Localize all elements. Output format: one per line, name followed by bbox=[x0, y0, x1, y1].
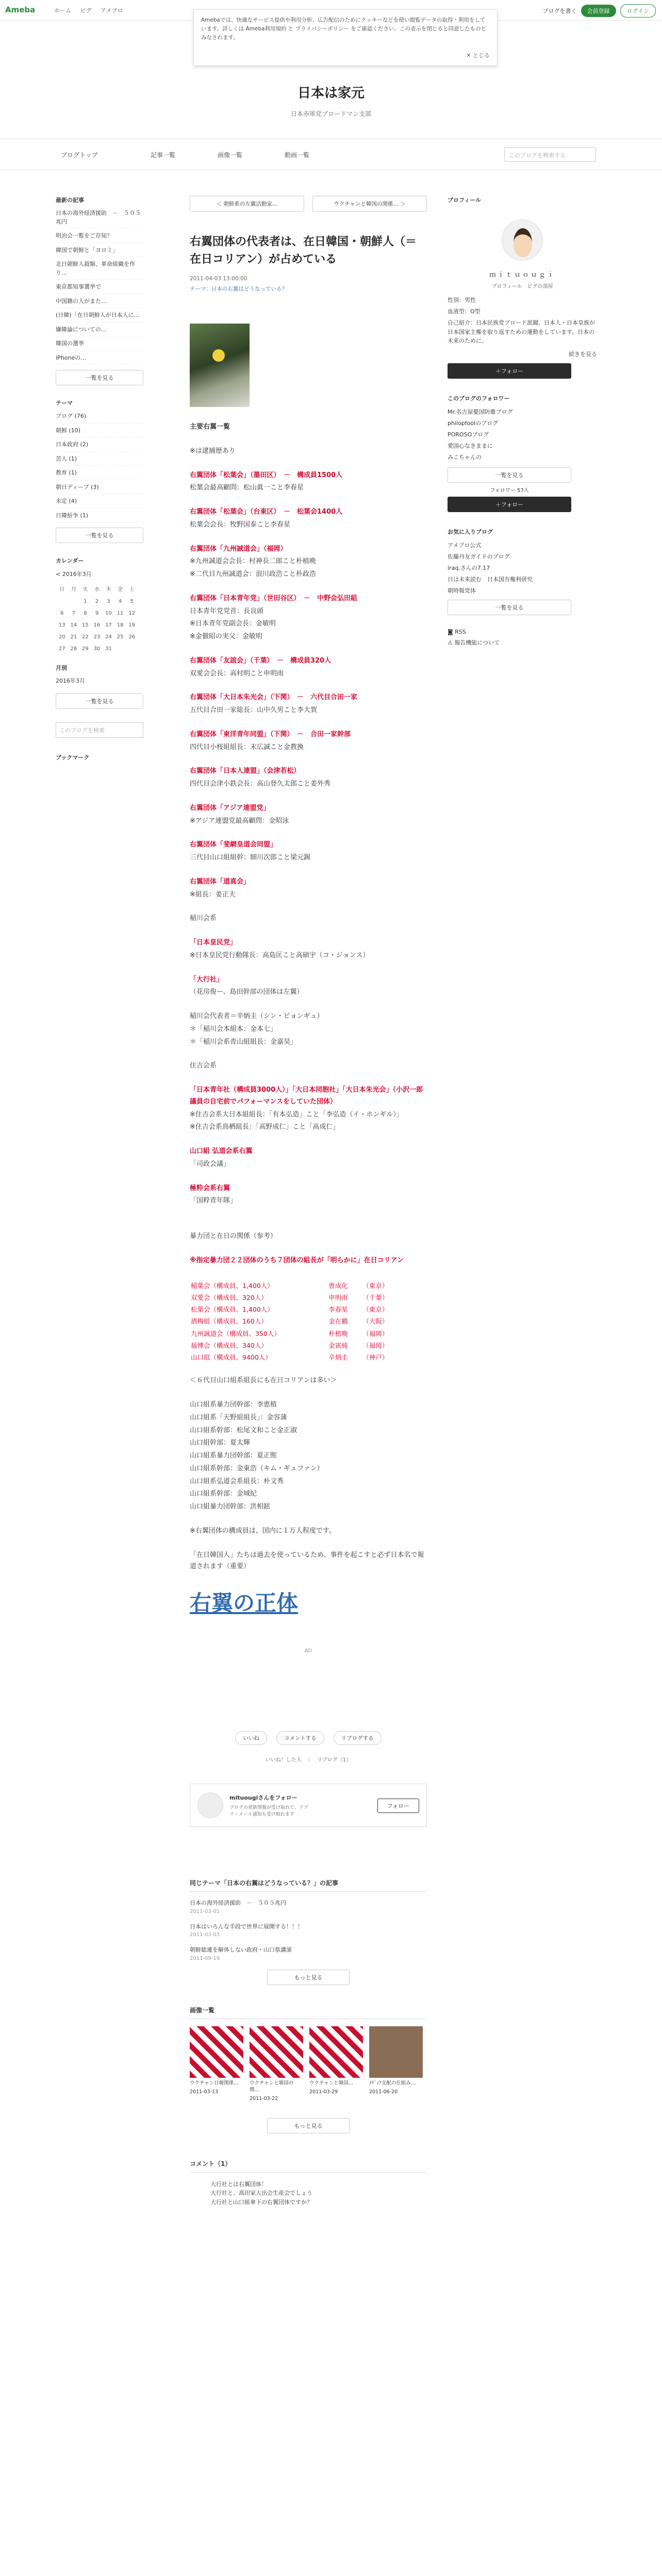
body-text: （花房俊ー、島田幹部の団体は左翼） bbox=[190, 988, 304, 996]
signup-button[interactable]: 会員登録 bbox=[581, 5, 616, 17]
calendar-day: 8 bbox=[84, 611, 87, 616]
group-leader: ※九州誠道会会長：村神長二郎こと朴植晩 bbox=[190, 557, 316, 566]
theme-heading: テーマ bbox=[56, 400, 73, 406]
body-text: ※は逮捕歴あり bbox=[190, 447, 236, 455]
related-title[interactable]: 朝鮮総連を解体しない政府・山口県講演 bbox=[190, 1946, 292, 1954]
group-leader: 三代目山口組組幹：細川次郎こと梁元錫 bbox=[190, 854, 311, 862]
profile-heading: プロフィール bbox=[448, 197, 481, 204]
calendar-day bbox=[126, 643, 137, 654]
body-text: 山口組系「天野組組長」：金容蒲 bbox=[190, 1413, 287, 1421]
table-cell: 福博会（構成員、340人） bbox=[191, 1341, 268, 1349]
body-text: ※住吉会系大日本組組長：「有本弘造」こと「李弘造（イ・ホンギル）」 bbox=[190, 1110, 403, 1118]
recent-item[interactable]: 東京都知事選挙で bbox=[56, 283, 143, 294]
body-text: 山口組幹部：夏太輝 bbox=[190, 1439, 251, 1447]
nav-image-list[interactable]: 画像一覧 bbox=[218, 151, 243, 159]
top-nav-ameblo[interactable]: アメブロ bbox=[101, 7, 123, 14]
theme-item[interactable]: 朝日ディーブ (3) bbox=[56, 483, 143, 495]
body-text: ＊「稲川会系青山組組長：金嘉昊」 bbox=[190, 1038, 297, 1046]
profile-bio: 血液型：O型 bbox=[448, 308, 481, 315]
entry-link[interactable]: 右翼の正体 bbox=[190, 1590, 299, 1616]
calendar-day: 1 bbox=[84, 599, 87, 604]
body-text: 稲川会系 bbox=[190, 914, 217, 923]
follower-blog[interactable]: philopfoolのブログ bbox=[448, 419, 499, 427]
group-name: 右翼団体「大日本朱光会」（下関） － 六代目合田一家 bbox=[190, 693, 358, 702]
cookie-notice bbox=[193, 9, 498, 66]
thumb-caption: ウクチャンと韓国… bbox=[309, 2080, 354, 2086]
body-text: ＜６代目山口組系組長にも在日コリアンは多い＞ bbox=[190, 1377, 337, 1385]
thumb-date: 2011-06-20 bbox=[369, 2089, 398, 2095]
related-date: 2011-03-01 bbox=[190, 1908, 220, 1914]
nav-blog-top[interactable]: ブログトップ bbox=[61, 151, 98, 159]
reblog-button[interactable]: リブログする bbox=[334, 1731, 382, 1745]
group-leader: 五代目合田一家総長：山中久男こと李大賀 bbox=[190, 706, 318, 715]
comment-item bbox=[190, 2180, 427, 2207]
author-avatar[interactable] bbox=[197, 1792, 223, 1818]
calendar-day-header: 木 bbox=[106, 587, 111, 592]
recent-item[interactable]: 中国籍の人がまた… bbox=[56, 297, 143, 309]
recent-item[interactable]: 北日朝鮮人殺類、革命組織を作り… bbox=[56, 260, 143, 280]
group-leader: ※アジア連盟党最高顧問：金昭泳 bbox=[190, 817, 289, 825]
entry-date: 2011-04-03 13:00:00 bbox=[190, 276, 247, 282]
top-nav bbox=[54, 6, 130, 14]
calendar-day: 21 bbox=[70, 634, 77, 640]
warning-icon: ⚠ bbox=[448, 639, 455, 646]
favorite-blog[interactable]: iraq.さんの7.17 bbox=[448, 564, 490, 571]
recent-more-button[interactable]: 一覧を見る bbox=[56, 370, 143, 385]
body-text: ※住吉会系鳥栖組長：「高野成仁」こと「高成仁」 bbox=[190, 1123, 340, 1131]
theme-item[interactable]: 教育 (1) bbox=[56, 469, 143, 480]
table-cell: 辛炳圭 bbox=[328, 1353, 348, 1362]
table-cell: 曺成化 bbox=[328, 1281, 348, 1290]
body-text: 山口組系幹部：金城紀 bbox=[190, 1490, 257, 1498]
body-text: ＊「稲川会本組本：金本七」 bbox=[190, 1025, 277, 1033]
body-text: 山口組暴力団幹部：洪相鉉 bbox=[190, 1503, 271, 1511]
calendar-heading: カレンダー bbox=[56, 557, 84, 564]
related-item[interactable] bbox=[190, 1923, 427, 1939]
calendar-day: 16 bbox=[93, 622, 101, 628]
calendar-day: 15 bbox=[82, 622, 89, 628]
calendar-day: 20 bbox=[58, 634, 65, 640]
body-text: 山口組系暴力団幹部：李恵植 bbox=[190, 1401, 277, 1409]
blog-search-input[interactable]: このブログを検索する bbox=[504, 147, 596, 162]
calendar-day: 25 bbox=[117, 634, 124, 640]
calendar-day: 18 bbox=[117, 622, 124, 628]
group-name: 右翼団体「アジア連盟党」 bbox=[190, 804, 270, 812]
group-name: 「日本皇民党」 bbox=[190, 939, 237, 947]
thumb-caption: ウクチャン日韓関係… bbox=[190, 2080, 239, 2086]
related-title[interactable]: 日本はいろんな手段で世界に展開する！！！ bbox=[190, 1923, 303, 1930]
group-name: 山口組 弘道会系右翼 bbox=[190, 1147, 253, 1156]
group-name: 右翼団体「東洋青年同盟」（下関） － 合田一家幹部 bbox=[190, 730, 351, 738]
recent-item[interactable]: 韓国の選挙 bbox=[56, 340, 143, 351]
calendar-day: 23 bbox=[93, 634, 101, 640]
group-leader: 日本青年党党首：長良頭 bbox=[190, 607, 264, 615]
archive-item[interactable]: 2016年3月 bbox=[56, 677, 143, 688]
thumb-image[interactable] bbox=[369, 2026, 423, 2078]
image-thumb[interactable] bbox=[190, 2026, 243, 2103]
body-text: 稲川会代表者＝辛炳圭（シン・ビョンギュ） bbox=[190, 1012, 324, 1021]
body-highlight: ※指定暴力団２２団体のうち７団体の組長が「明らかに」在日コリアン bbox=[190, 1256, 404, 1264]
theme-item[interactable]: ブログ (76) bbox=[56, 412, 143, 423]
table-cell: 九州誠道会（構成員、350人） bbox=[191, 1329, 280, 1337]
recent-heading: 最新の記事 bbox=[56, 197, 84, 204]
leader-table bbox=[190, 1279, 406, 1364]
related-title[interactable]: 日本の海外経済援助 － ５０５兆円 bbox=[190, 1900, 286, 1907]
login-button[interactable]: ログイン bbox=[620, 4, 656, 18]
group-name: 右翼団体「道真会」 bbox=[190, 877, 251, 886]
cookie-text: Amebaでは、快適なサービス提供や利用分析、広告配信のためにクッキーなどを使い閲覧データの取得・利用をしています。詳しくは Ameba利用規約 と プライバシーポリシー をご確認ください。この表示を閉じると同意したものとみなされます。 bbox=[201, 17, 486, 41]
calendar-day-header: 火 bbox=[82, 587, 88, 592]
table-cell: （東京） bbox=[362, 1281, 389, 1290]
body-text: 山口組系弘道会系組長：朴文秀 bbox=[190, 1477, 284, 1485]
favorites-heading: お気に入りブログ bbox=[448, 528, 493, 535]
recent-item[interactable]: (日韓)「在日朝鮮人が日本人に… bbox=[56, 311, 143, 323]
thumb-date: 2011-03-29 bbox=[309, 2089, 338, 2095]
share-buttons bbox=[190, 1731, 427, 1745]
ameba-logo[interactable]: Ameba bbox=[5, 5, 36, 14]
profile-name[interactable]: ｍｉｔｕｏｕｇｉ bbox=[489, 271, 555, 279]
profile-links[interactable]: プロフィール ピグの部屋 bbox=[491, 284, 553, 290]
calendar-day: 31 bbox=[105, 646, 112, 652]
calendar-day: 29 bbox=[82, 646, 89, 652]
table-row bbox=[191, 1316, 405, 1327]
blog-nav bbox=[0, 139, 662, 170]
comment-text: 大行社と山口組傘下の右翼団体ですか？ bbox=[210, 2198, 312, 2206]
group-leader: 四代目小桜組組長：末広誠こと金教換 bbox=[190, 743, 304, 751]
table-row bbox=[191, 1292, 405, 1303]
calendar-day: 19 bbox=[128, 622, 136, 628]
group-name: 右翼団体「友誼会」（千葉） － 構成員320人 bbox=[190, 656, 332, 665]
group-name: 右翼団体「斐網皇道会同盟」 bbox=[190, 841, 277, 849]
theme-item[interactable]: 日本政府 (2) bbox=[56, 440, 143, 452]
body-text: 「在日韓国人」たちは過去を使っているため、事件を起こすと必ず日本名で報道されます（重要） bbox=[190, 1551, 424, 1571]
top-actions bbox=[543, 4, 656, 18]
related-more-button[interactable]: もっと見る bbox=[267, 1970, 350, 1985]
favorite-blog[interactable]: 朝時報党体 bbox=[448, 587, 476, 594]
related-date: 2011-09-19 bbox=[190, 1955, 220, 1961]
table-cell: （大阪） bbox=[362, 1317, 389, 1326]
group-name: 右翼団体「松葉会」（台東区） － 松葉会1400人 bbox=[190, 508, 343, 516]
group-leader: ※二代目九州誠道会：浪川政浩こと朴政浩 bbox=[190, 570, 316, 579]
images-more-button[interactable]: もっと見る bbox=[267, 2118, 350, 2133]
calendar-day: 14 bbox=[70, 622, 77, 628]
calendar-day-header: 日 bbox=[59, 587, 65, 592]
calendar-day: 3 bbox=[107, 599, 110, 604]
left-sidebar bbox=[56, 196, 143, 767]
table-cell: 山口組（構成員、9400人） bbox=[191, 1353, 272, 1362]
table-row bbox=[191, 1304, 405, 1315]
calendar-month[interactable]: < 2016年3月 bbox=[56, 571, 92, 578]
calendar-day-header: 土 bbox=[129, 587, 135, 592]
calendar-day: 11 bbox=[117, 611, 124, 616]
comment-button[interactable]: コメントする bbox=[276, 1731, 324, 1745]
table-cell: （神戸） bbox=[362, 1353, 389, 1362]
calendar-day: 10 bbox=[105, 611, 112, 616]
thumb-caption: ﾒﾃﾞｨｱ支配の仕組み… bbox=[369, 2080, 416, 2086]
image-thumbs bbox=[190, 2026, 427, 2103]
theme-item[interactable]: 朝鮮 (10) bbox=[56, 427, 143, 438]
follower-blog[interactable]: みこちゃんの bbox=[448, 453, 482, 461]
related-date: 2011-03-03 bbox=[190, 1932, 220, 1938]
table-row bbox=[191, 1340, 405, 1351]
calendar bbox=[56, 581, 138, 655]
nav-video-list[interactable]: 動画一覧 bbox=[285, 151, 310, 159]
body-text: 「司政会議」 bbox=[190, 1160, 230, 1168]
body-text: 山口組系幹部：松尾文和こと金正淑 bbox=[190, 1426, 297, 1434]
calendar-day bbox=[69, 596, 79, 607]
calendar-day: 26 bbox=[128, 634, 136, 640]
recent-item[interactable]: 明治会一覧をご存知？ bbox=[56, 232, 143, 243]
body-text: 主要右翼一覧 bbox=[190, 423, 230, 431]
favorites-more-button[interactable]: 一覧を見る bbox=[448, 600, 571, 615]
recent-item[interactable]: 日本の海外経済援助 － ５０５兆円 bbox=[56, 209, 143, 229]
comment-title: 大行社とは右翼団体！ bbox=[210, 2180, 267, 2188]
table-cell: 稲葉会（構成員、1,400人） bbox=[191, 1281, 274, 1290]
like-button[interactable]: いいね bbox=[235, 1731, 267, 1745]
profile-bio: 性別：男性 bbox=[448, 297, 476, 303]
calendar-day: 13 bbox=[58, 622, 65, 628]
cookie-close-button[interactable]: ✕ とじる bbox=[466, 52, 490, 59]
rss-label[interactable]: RSS bbox=[455, 628, 466, 635]
favorite-blog[interactable]: 日は未来読む 日本国有権利研究 bbox=[448, 575, 533, 583]
group-name: 極粋会系右翼 bbox=[190, 1184, 230, 1192]
thumb-image[interactable] bbox=[190, 2026, 243, 2078]
related-item[interactable] bbox=[190, 1946, 427, 1962]
comments-heading: コメント（1） bbox=[190, 2159, 427, 2173]
top-nav-home[interactable]: ホーム bbox=[54, 7, 71, 14]
profile-avatar[interactable] bbox=[502, 219, 543, 261]
body-text: 「国粋青年隊」 bbox=[190, 1197, 237, 1205]
entry-photo[interactable] bbox=[190, 324, 250, 407]
group-leader: ※組長：姜正夫 bbox=[190, 890, 236, 899]
calendar-day: 4 bbox=[118, 599, 122, 604]
related-item[interactable] bbox=[190, 1899, 427, 1916]
group-name: 「大行社」 bbox=[190, 975, 224, 984]
follower-blog[interactable]: POROSOブログ bbox=[448, 431, 489, 438]
recent-item[interactable]: 嫌韓論についての… bbox=[56, 326, 143, 337]
favorite-blog[interactable]: 佐藤丹友ガイドのブログ bbox=[448, 553, 510, 560]
thumb-image[interactable] bbox=[250, 2026, 303, 2078]
write-blog-link[interactable]: ブログを書く bbox=[542, 8, 577, 14]
table-cell: 双愛会（構成員、320人） bbox=[191, 1293, 268, 1301]
archive-more-button[interactable]: 一覧を見る bbox=[56, 693, 143, 709]
body-text: ※右翼団体の構成員は、国内に１万人程度です。 bbox=[190, 1527, 336, 1535]
rss-icon: ◙ bbox=[448, 628, 455, 635]
thumb-image[interactable] bbox=[309, 2026, 363, 2078]
profile-more-link[interactable]: 続きを見る bbox=[569, 350, 597, 358]
calendar-day: 7 bbox=[72, 611, 76, 616]
top-nav-pig[interactable]: ピグ bbox=[80, 7, 92, 14]
group-name: 右翼団体「松葉会」（墨田区） － 構成員1500人 bbox=[190, 471, 343, 479]
calendar-day: 2 bbox=[95, 599, 99, 604]
favorite-blog[interactable]: アメブロ公式 bbox=[448, 541, 482, 549]
entry-theme-link[interactable]: テーマ：日本の右翼はどうなっている？ bbox=[190, 286, 287, 293]
table-row bbox=[191, 1328, 405, 1339]
calendar-day: 22 bbox=[82, 634, 89, 640]
followers-follow-button[interactable]: ＋フォロー bbox=[448, 497, 571, 512]
archive-heading: 月別 bbox=[56, 665, 67, 671]
calendar-day-header: 水 bbox=[94, 587, 100, 592]
table-cell: 金寅純 bbox=[328, 1341, 348, 1349]
blog-title[interactable]: 日本は家元 bbox=[297, 86, 365, 101]
calendar-day: 6 bbox=[60, 611, 64, 616]
report-label[interactable]: 報告機能について bbox=[454, 639, 500, 646]
table-row bbox=[191, 1280, 405, 1291]
follower-blog[interactable]: 愛国心なきままに bbox=[448, 442, 493, 449]
group-leader: ※金徹昭の実父：金敏明 bbox=[190, 633, 262, 641]
body-text: 「日本青年社（構成員3000人）」「大日本同胞社」「大日本朱光会」（小沢一郎議員の自宅前でパフォーマンスをしていた団体） bbox=[190, 1086, 423, 1106]
profile-bio: 自己紹介：日本民族党ブロード派閥、日本人・日本皇族が日本国家主権を取り返すための運動をしています。日本の未来のために。 bbox=[448, 319, 595, 345]
calendar-day: 9 bbox=[95, 611, 99, 616]
body-text: 住吉会系 bbox=[190, 1062, 217, 1070]
prev-next-nav bbox=[190, 196, 427, 212]
theme-item[interactable]: 芸人 (1) bbox=[56, 455, 143, 466]
recent-item[interactable]: 韓国で朝鮮と「ヨロミ」 bbox=[56, 246, 143, 258]
table-cell: （福岡） bbox=[362, 1341, 389, 1349]
calendar-day-header: 月 bbox=[71, 587, 76, 592]
body-text: 山口組系幹部：金東浩（キム・ギュファン） bbox=[190, 1464, 324, 1472]
body-text: 暴力団と在日の関係（参考） bbox=[190, 1232, 277, 1241]
right-sidebar bbox=[448, 196, 597, 650]
share-note[interactable]: いいね！した人 ｜ リブログ（1） bbox=[265, 1757, 352, 1764]
image-thumb[interactable] bbox=[369, 2026, 423, 2103]
table-cell: 酒梅組（構成員、160人） bbox=[191, 1317, 268, 1326]
table-cell: （千葉） bbox=[362, 1293, 389, 1301]
body-text: 山口組系暴力団幹部：夏正煕 bbox=[190, 1452, 277, 1460]
comment-text: 大行社と、高田家大出会生産会でしょう bbox=[210, 2190, 312, 2197]
entry-body bbox=[190, 421, 427, 1617]
calendar-day: 5 bbox=[130, 599, 134, 604]
main-content bbox=[190, 196, 427, 2207]
calendar-day: 27 bbox=[58, 646, 65, 652]
image-thumb[interactable] bbox=[309, 2026, 363, 2103]
rss-link[interactable] bbox=[448, 629, 597, 635]
calendar-day bbox=[115, 643, 126, 654]
theme-more-button[interactable]: 一覧を見る bbox=[56, 528, 143, 543]
table-cell: 申明雨 bbox=[328, 1293, 348, 1301]
calendar-day: 30 bbox=[93, 646, 101, 652]
followers-count[interactable]: フォロワー 57人 bbox=[490, 487, 529, 494]
ad-label: AD bbox=[304, 1648, 312, 1654]
profile-follow-button[interactable]: ＋フォロー bbox=[448, 363, 571, 379]
sidebar-search-input[interactable]: このブログを検索 bbox=[56, 722, 143, 738]
author-sub: ブログの更新情報が受け取れて、アプリ・メール通知も受け取れます bbox=[229, 1805, 308, 1817]
thumb-date: 2011-03-22 bbox=[250, 2096, 278, 2102]
followers-heading: このブログのフォロワー bbox=[448, 395, 510, 402]
group-leader: 四代目会津小鉄会長：高山登久太郎こと姜外秀 bbox=[190, 780, 331, 788]
group-leader: 松葉会最高顧問：松山眞一こと李春星 bbox=[190, 484, 304, 492]
table-row bbox=[191, 1352, 405, 1363]
blog-subtitle: 日本赤軍党ブロードマン支部 bbox=[290, 110, 371, 117]
calendar-day: 12 bbox=[128, 611, 136, 616]
calendar-day: 28 bbox=[70, 646, 77, 652]
theme-item[interactable]: 日韓紛争 (1) bbox=[56, 512, 143, 523]
recent-item[interactable]: iPhoneの… bbox=[56, 354, 143, 365]
group-name: 右翼団体「日本青年党」（世田谷区） － 中野会弘田組 bbox=[190, 594, 358, 602]
thumb-date: 2011-03-13 bbox=[190, 2089, 219, 2095]
calendar-day bbox=[57, 596, 68, 607]
table-cell: （福岡） bbox=[362, 1329, 389, 1337]
image-thumb[interactable] bbox=[250, 2026, 303, 2103]
calendar-day-header: 金 bbox=[118, 587, 123, 592]
related-heading: 同じテーマ「日本の右翼はどうなっている？」の記事 bbox=[190, 1878, 427, 1892]
author-name[interactable]: mituougiさんをフォロー bbox=[229, 1794, 297, 1802]
bookmark-heading: ブックマーク bbox=[56, 754, 90, 761]
table-cell: 朴植晩 bbox=[328, 1329, 348, 1337]
group-name: 右翼団体「九州誠道会」（福岡） bbox=[190, 545, 287, 553]
group-leader: ※日本青年党副会長：金敏明 bbox=[190, 620, 276, 628]
followers-more-button[interactable]: 一覧を見る bbox=[448, 467, 571, 483]
table-cell: 金在鶴 bbox=[328, 1317, 348, 1326]
theme-item[interactable]: 未定 (4) bbox=[56, 497, 143, 509]
prev-entry-link[interactable]: ＜ 朝鮮系の左翼活動家… bbox=[190, 196, 304, 212]
images-heading: 画像一覧 bbox=[190, 2006, 427, 2019]
group-name: 右翼団体「日本人連盟」（会津若松） bbox=[190, 767, 301, 775]
calendar-day: 17 bbox=[105, 622, 112, 628]
nav-entry-list[interactable]: 記事一覧 bbox=[151, 151, 176, 159]
table-cell: 李春星 bbox=[328, 1306, 348, 1314]
calendar-day: 24 bbox=[105, 634, 112, 640]
follower-blog[interactable]: Mr.名古屋憂国防衛ブログ bbox=[448, 408, 513, 415]
table-cell: （東京） bbox=[362, 1306, 389, 1314]
next-entry-link[interactable]: ウクチャンと韓国の関係… ＞ bbox=[312, 196, 427, 212]
author-card bbox=[190, 1784, 427, 1827]
body-text: ※日本皇民党行動隊長：高島匡こと高碩宇（コ・ジョンス） bbox=[190, 951, 370, 959]
author-follow-button[interactable]: フォロー bbox=[377, 1799, 419, 1813]
table-cell: 松葉会（構成員、1,400人） bbox=[191, 1306, 274, 1314]
thumb-caption: ウクチャンと韓国の関… bbox=[250, 2080, 294, 2093]
report-link[interactable] bbox=[448, 638, 597, 647]
group-leader: 双愛会会長：高村明こと申明雨 bbox=[190, 669, 284, 677]
entry-title[interactable]: 右翼団体の代表者は、在日韓国・朝鮮人（＝在日コリアン）が占めている bbox=[190, 235, 417, 266]
group-leader: 松葉会会長：牧野国泰こと李春星 bbox=[190, 520, 291, 529]
